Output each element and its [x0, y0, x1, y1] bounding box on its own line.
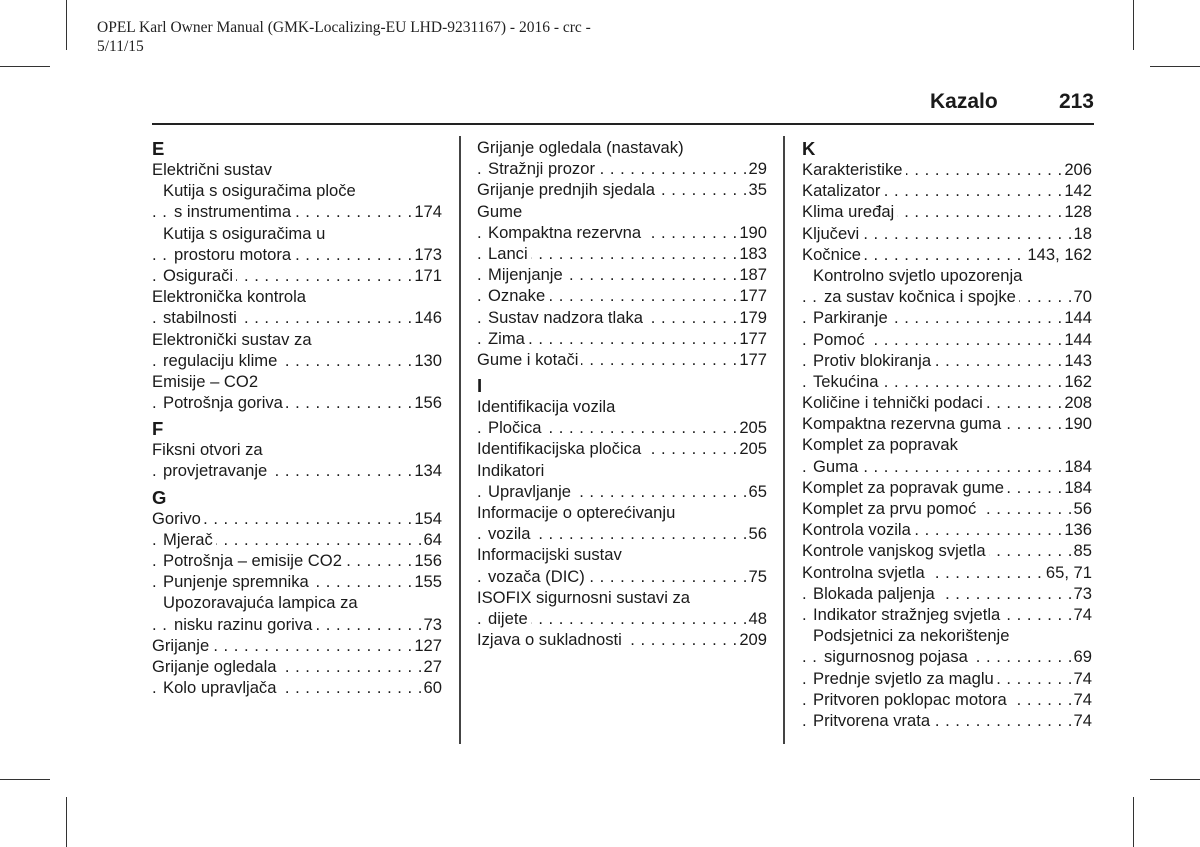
index-entry — [802, 519, 1092, 540]
index-entry — [802, 625, 1092, 646]
crop-mark — [66, 0, 67, 50]
entry-page-ref: 29 — [746, 158, 767, 179]
entry-page-ref: 209 — [736, 629, 767, 650]
entry-label: Komplet za popravak — [802, 435, 958, 455]
entry-page-ref: 35 — [746, 179, 767, 200]
index-entry — [802, 668, 1092, 689]
index-entry — [802, 583, 1092, 604]
entry-page-ref: 205 — [736, 438, 767, 459]
entry-label: Kontrolno svjetlo upozorenja — [813, 265, 1023, 285]
entry-page-ref: 142 — [1061, 180, 1092, 201]
entry-label: dijete — [488, 609, 531, 628]
index-entry — [802, 201, 1092, 222]
index-entry — [477, 264, 767, 285]
index-entry — [802, 413, 1092, 434]
index-entry — [802, 710, 1092, 731]
entry-page-ref: 73 — [421, 614, 442, 635]
index-entry — [802, 562, 1092, 583]
entry-label: nisku razinu goriva — [174, 615, 315, 634]
entry-page-ref: 162 — [1061, 371, 1092, 392]
index-entry — [477, 179, 767, 200]
index-entry — [152, 201, 442, 222]
entry-label: Grijanje ogledala — [152, 657, 280, 676]
entry-label: Tekućina — [813, 372, 882, 391]
index-entry — [802, 477, 1092, 498]
index-entry — [152, 508, 442, 529]
index-entry — [477, 396, 767, 417]
doc-header-line2: 5/11/15 — [97, 38, 144, 55]
entry-label: Karakteristike — [802, 160, 906, 179]
entry-label: Gume i kotači — [477, 350, 581, 369]
entry-label: Stražnji prozor — [488, 159, 598, 178]
index-entry — [152, 350, 442, 371]
entry-label: sigurnosnog pojasa — [824, 647, 971, 666]
entry-label: Pritvoren poklopac motora — [813, 690, 1010, 709]
entry-label: Identifikacijska pločica — [477, 439, 644, 458]
entry-page-ref: 69 — [1071, 646, 1092, 667]
index-letter-heading: F — [152, 418, 164, 440]
entry-label: Punjenje spremnika — [163, 572, 312, 591]
index-entry — [477, 158, 767, 179]
crop-mark — [1133, 797, 1134, 847]
index-entry — [802, 265, 1092, 286]
index-letter-heading: I — [477, 375, 483, 397]
entry-label: Komplet za prvu pomoć — [802, 499, 979, 518]
index-entry — [152, 656, 442, 677]
index-entry — [477, 349, 767, 370]
index-entry — [802, 371, 1092, 392]
index-entry — [152, 223, 442, 244]
entry-page-ref: 184 — [1061, 477, 1092, 498]
crop-mark — [1133, 0, 1134, 50]
crop-mark — [1150, 779, 1200, 780]
entry-label: Emisije – CO2 — [152, 371, 259, 391]
entry-label: Identifikacija vozila — [477, 397, 616, 417]
index-entry — [152, 592, 442, 613]
entry-label: Podsjetnici za nekorištenje — [813, 626, 1010, 646]
index-entry — [477, 523, 767, 544]
index-entry — [152, 329, 442, 350]
entry-label: Gorivo — [152, 509, 204, 528]
index-entry — [152, 286, 442, 307]
entry-page-ref: 179 — [736, 307, 767, 328]
index-letter-heading: K — [802, 138, 816, 159]
entry-label: Sustav nadzora tlaka — [488, 308, 646, 327]
entry-page-ref: 144 — [1061, 329, 1092, 350]
crop-mark — [1150, 66, 1200, 67]
entry-label: Mijenjanje — [488, 265, 566, 284]
entry-label: Kontrolna svjetla — [802, 563, 928, 582]
entry-page-ref: 74 — [1071, 668, 1092, 689]
entry-label: Oznake — [488, 286, 548, 305]
entry-label: Prednje svjetlo za maglu — [813, 669, 997, 688]
entry-label: Kutija s osiguračima ploče — [163, 181, 356, 201]
entry-label: Elektronički sustav za — [152, 329, 312, 349]
entry-label: Lanci — [488, 244, 531, 263]
index-entry — [477, 328, 767, 349]
crop-mark — [0, 66, 50, 67]
index-entry — [477, 629, 767, 650]
entry-page-ref: 56 — [746, 523, 767, 544]
entry-label: Kontrole vanjskog svjetla — [802, 541, 989, 560]
entry-label: Klima uređaj — [802, 202, 897, 221]
entry-label: Električni sustav — [152, 160, 272, 179]
entry-page-ref: 208 — [1061, 392, 1092, 413]
index-entry — [477, 438, 767, 459]
index-entry — [152, 180, 442, 201]
entry-page-ref: 174 — [411, 201, 442, 222]
entry-label: Elektronička kontrola — [152, 287, 307, 307]
entry-page-ref: 136 — [1061, 519, 1092, 540]
entry-page-ref: 171 — [411, 265, 442, 286]
entry-page-ref: 128 — [1061, 201, 1092, 222]
index-entry — [152, 550, 442, 571]
entry-page-ref: 73 — [1071, 583, 1092, 604]
entry-page-ref: 155 — [411, 571, 442, 592]
crop-mark — [0, 779, 50, 780]
entry-page-ref: 183 — [736, 243, 767, 264]
index-entry — [802, 286, 1092, 307]
entry-label: Grijanje ogledala (nastavak) — [477, 138, 684, 157]
index-entry — [477, 285, 767, 306]
entry-label: Informacije o opterećivanju — [477, 503, 676, 522]
entry-page-ref: 177 — [736, 328, 767, 349]
entry-label: Grijanje prednjih sjedala — [477, 180, 658, 199]
entry-page-ref: 27 — [421, 656, 442, 677]
index-column-2 — [477, 137, 767, 650]
entry-label: Kočnice — [802, 245, 864, 264]
entry-label: Katalizator — [802, 181, 883, 200]
entry-label: Kutija s osiguračima u — [163, 223, 326, 243]
index-entry — [477, 587, 767, 608]
index-entry — [152, 529, 442, 550]
index-column-1 — [152, 137, 442, 698]
entry-label: Ključevi — [802, 224, 862, 243]
entry-page-ref: 74 — [1071, 604, 1092, 625]
index-entry — [802, 159, 1092, 180]
entry-page-ref: 48 — [746, 608, 767, 629]
index-entry — [477, 307, 767, 328]
entry-page-ref: 130 — [411, 350, 442, 371]
doc-header-line1: OPEL Karl Owner Manual (GMK-Localizing-EU LHD-9231167) - 2016 - crc - — [97, 19, 591, 36]
page-title — [930, 90, 1094, 116]
entry-label: Kontrola vozila — [802, 520, 914, 539]
index-entry — [477, 502, 767, 523]
index-entry — [477, 608, 767, 629]
entry-page-ref: 74 — [1071, 689, 1092, 710]
entry-page-ref: 154 — [411, 508, 442, 529]
index-entry — [802, 456, 1092, 477]
index-entry — [802, 646, 1092, 667]
entry-label: Količine i tehnički podaci — [802, 393, 986, 412]
entry-label: provjetravanje — [163, 461, 270, 480]
entry-label: Gume — [477, 201, 523, 221]
index-entry — [152, 677, 442, 698]
index-entry — [802, 392, 1092, 413]
section-title: Kazalo — [930, 90, 998, 113]
index-entry — [802, 434, 1092, 455]
entry-label: Upozoravajuća lampica za — [163, 593, 358, 613]
index-entry — [802, 180, 1092, 201]
entry-label: prostoru motora — [174, 245, 294, 264]
entry-label: Pritvorena vrata — [813, 711, 933, 730]
entry-label: Guma — [813, 457, 861, 476]
entry-label: Upravljanje — [488, 482, 574, 501]
index-entry — [802, 540, 1092, 561]
entry-page-ref: 143, 162 — [1024, 244, 1092, 265]
entry-page-ref: 156 — [411, 550, 442, 571]
entry-label: Mjerač — [163, 530, 216, 549]
entry-page-ref: 173 — [411, 244, 442, 265]
index-entry — [802, 329, 1092, 350]
index-entry — [152, 244, 442, 265]
entry-label: Potrošnja – emisije CO2 — [163, 551, 345, 570]
entry-label: Parkiranje — [813, 308, 891, 327]
entry-page-ref: 85 — [1071, 540, 1092, 561]
entry-label: Indikator stražnjeg svjetla — [813, 605, 1003, 624]
header-rule — [152, 123, 1094, 125]
entry-label: vozila — [488, 524, 533, 543]
index-entry — [152, 371, 442, 392]
entry-page-ref: 127 — [411, 635, 442, 656]
entry-label: ISOFIX sigurnosni sustavi za — [477, 587, 691, 607]
index-entry — [152, 614, 442, 635]
index-entry — [802, 350, 1092, 371]
entry-page-ref: 56 — [1071, 498, 1092, 519]
entry-label: Pločica — [488, 418, 545, 437]
entry-label: vozača (DIC) — [488, 567, 588, 586]
entry-label: stabilnosti — [163, 308, 240, 327]
index-entry — [802, 689, 1092, 710]
entry-page-ref: 184 — [1061, 456, 1092, 477]
entry-page-ref: 74 — [1071, 710, 1092, 731]
index-entry — [477, 137, 767, 158]
entry-page-ref: 177 — [736, 285, 767, 306]
entry-label: Kompaktna rezervna — [488, 223, 644, 242]
entry-page-ref: 65, 71 — [1043, 562, 1092, 583]
index-entry — [477, 566, 767, 587]
index-letter-heading: G — [152, 486, 167, 508]
index-column-3 — [802, 137, 1092, 731]
index-entry — [152, 159, 442, 180]
index-entry — [477, 481, 767, 502]
entry-page-ref: 187 — [736, 264, 767, 285]
entry-page-ref: 75 — [746, 566, 767, 587]
entry-page-ref: 190 — [736, 222, 767, 243]
entry-page-ref: 177 — [736, 349, 767, 370]
index-entry — [152, 392, 442, 413]
page-number: 213 — [1058, 90, 1094, 113]
entry-page-ref: 143 — [1061, 350, 1092, 371]
entry-label: Informacijski sustav — [477, 545, 622, 565]
entry-label: regulaciju klime — [163, 351, 280, 370]
entry-page-ref: 156 — [411, 392, 442, 413]
index-entry — [802, 498, 1092, 519]
entry-label: Fiksni otvori za — [152, 440, 263, 460]
index-entry — [477, 222, 767, 243]
index-entry — [802, 307, 1092, 328]
index-entry — [152, 265, 442, 286]
entry-page-ref: 64 — [421, 529, 442, 550]
index-entry — [152, 307, 442, 328]
entry-label: Blokada paljenja — [813, 584, 938, 603]
index-entry — [477, 243, 767, 264]
entry-page-ref: 190 — [1061, 413, 1092, 434]
entry-label: Zima — [488, 329, 528, 348]
entry-page-ref: 60 — [421, 677, 442, 698]
entry-page-ref: 144 — [1061, 307, 1092, 328]
entry-label: s instrumentima — [174, 202, 294, 221]
entry-label: Potrošnja goriva — [163, 393, 286, 412]
index-entry — [802, 604, 1092, 625]
entry-label: Protiv blokiranja — [813, 351, 934, 370]
entry-label: Izjava o sukladnosti — [477, 630, 625, 649]
document-header — [97, 18, 657, 56]
entry-label: Kompaktna rezervna guma — [802, 414, 1004, 433]
entry-label: Kolo upravljača — [163, 678, 279, 697]
index-entry — [802, 244, 1092, 265]
index-letter-heading: E — [152, 138, 165, 159]
entry-label: za sustav kočnica i spojke — [824, 287, 1019, 306]
index-entry — [802, 223, 1092, 244]
column-divider — [783, 136, 785, 744]
entry-page-ref: 205 — [736, 417, 767, 438]
entry-page-ref: 70 — [1071, 286, 1092, 307]
index-entry — [152, 439, 442, 460]
crop-mark — [66, 797, 67, 847]
column-divider — [459, 136, 461, 744]
index-entry — [477, 544, 767, 565]
entry-label: Osigurači — [163, 266, 236, 285]
entry-label: Komplet za popravak gume — [802, 478, 1007, 497]
index-entry — [152, 635, 442, 656]
index-entry — [152, 460, 442, 481]
entry-page-ref: 18 — [1071, 223, 1092, 244]
index-entry — [477, 201, 767, 222]
entry-page-ref: 134 — [411, 460, 442, 481]
entry-page-ref: 146 — [411, 307, 442, 328]
index-entry — [477, 460, 767, 481]
index-entry — [477, 417, 767, 438]
entry-label: Indikatori — [477, 460, 545, 480]
entry-label: Grijanje — [152, 636, 212, 655]
index-entry — [152, 571, 442, 592]
entry-page-ref: 65 — [746, 481, 767, 502]
entry-page-ref: 206 — [1061, 159, 1092, 180]
entry-label: Pomoć — [813, 330, 868, 349]
